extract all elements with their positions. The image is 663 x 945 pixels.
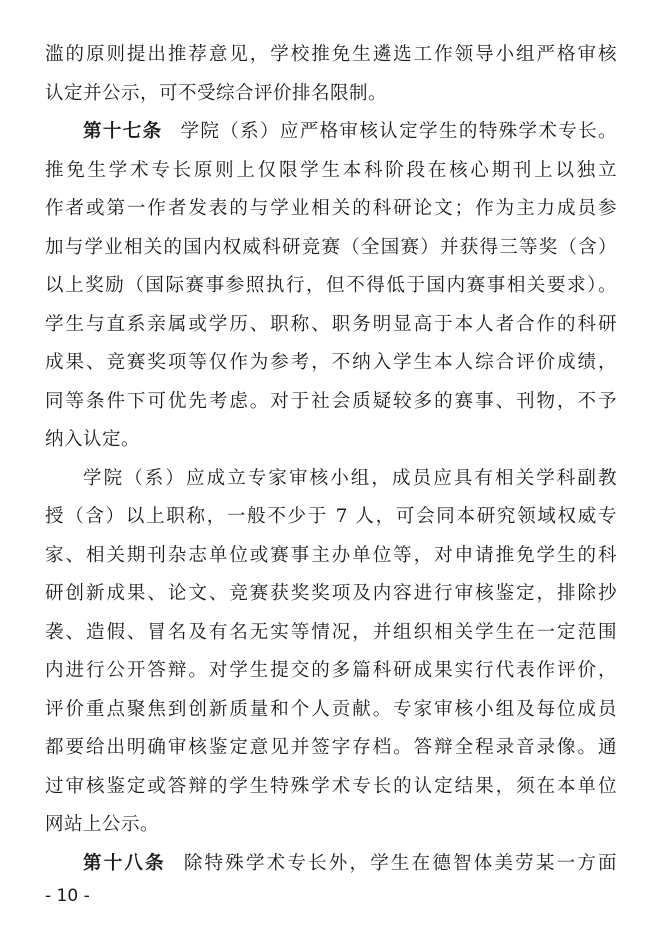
text-line: 家、相关期刊杂志单位或赛事主办单位等，对申请推免学生的科 (45, 544, 617, 566)
text-line: 都要给出明确审核鉴定意见并签字存档。答辩全程录音录像。通 (45, 737, 617, 758)
text-line: 授（含）以上职称，一般不少于 7 人，可会同本研究领域权威专 (45, 506, 617, 527)
page-number: - 10 - (45, 886, 90, 906)
text-line: 推免生学术专长原则上仅限学生本科阶段在核心期刊上以独立 (45, 159, 617, 181)
article-18-number: 第十八条 (83, 852, 166, 874)
article-17-first-line (45, 113, 617, 152)
text-line: 内进行公开答辩。对学生提交的多篇科研成果实行代表作评价， (45, 660, 617, 681)
text-line: 学生与直系亲属或学历、职称、职务明显高于本人者合作的科研 (45, 313, 617, 335)
document-body (45, 36, 617, 883)
text-line: 学院（系）应成立专家审核小组，成员应具有相关学科副教 (83, 467, 617, 489)
text-line: 评价重点聚焦到创新质量和个人贡献。专家审核小组及每位成员 (45, 698, 617, 720)
text-line: 过审核鉴定或答辩的学生特殊学术专长的认定结果，须在本单位 (45, 775, 617, 797)
text-line: 加与学业相关的国内权威科研竞赛（全国赛）并获得三等奖（含） (45, 236, 617, 258)
article-18-first-line (45, 845, 617, 884)
text-line: 研创新成果、论文、竞赛获奖奖项及内容进行审核鉴定，排除抄 (45, 583, 617, 604)
text-line: 成果、竞赛奖项等仅作为参考，不纳入学生本人综合评价成绩， (45, 352, 617, 373)
text-line: 袭、造假、冒名及有名无实等情况，并组织相关学生在一定范围 (45, 621, 617, 643)
article-17-number: 第十七条 (83, 121, 163, 142)
text-line: 纳入认定。 (45, 429, 141, 450)
text-line: 同等条件下可优先考虑。对于社会质疑较多的赛事、刊物，不予 (45, 390, 617, 412)
article-17-text: 学院（系）应严格审核认定学生的特殊学术专长。 (180, 121, 617, 142)
text-line: 作者或第一作者发表的与学业相关的科研论文；作为主力成员参 (45, 198, 617, 219)
text-line: 认定并公示，可不受综合评价排名限制。 (45, 82, 388, 104)
text-line: 网站上公示。 (45, 814, 160, 835)
article-18-text: 除特殊学术专长外，学生在德智体美劳某一方面 (183, 852, 617, 874)
text-line: 滥的原则提出推荐意见，学校推免生遴选工作领导小组严格审核 (45, 44, 617, 65)
text-line: 以上奖励（国际赛事参照执行，但不得低于国内赛事相关要求）。 (45, 275, 617, 296)
